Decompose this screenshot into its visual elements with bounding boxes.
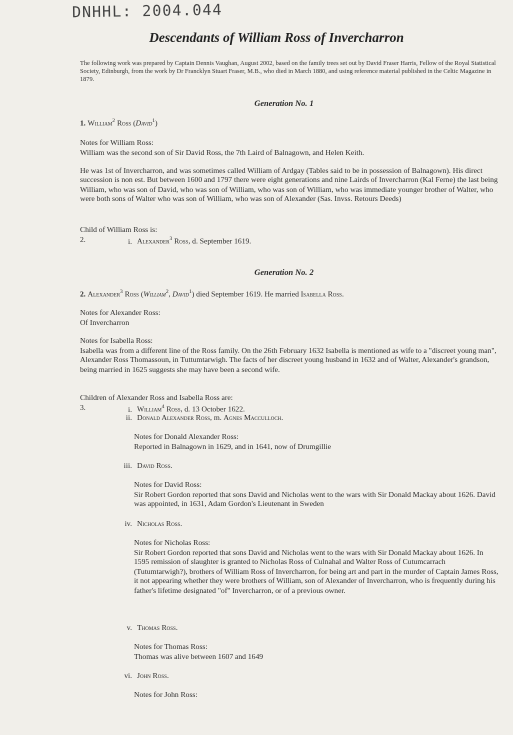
g2-children-number: 3. (80, 403, 86, 412)
child-john: vi. John Ross. (124, 671, 169, 680)
intro-paragraph: The following work was prepared by Captain Dennis Vaughan, August 2002, based on the family trees set out by David Fraser Harris, Fellow of the Royal Statistical Society, Edinburgh, from the work by Dr Francklyn Stuart Fraser, M.B., who died in March 1880, and using reference material published in the Celtic Magazine in 1879. (80, 60, 496, 83)
g1-notes-paragraph: He was 1st of Invercharron, and was sometimes called William of Ardgay (Tables said to be in possession of Balnagown). His direct succession is non est. But between 1600 and 1797 there were eight generations and nine Lairds of Invercharron (Kal Ferne) the last being William, who was son of David, who was son of William, who was son of William, who was immediate younger brother of Walter, who were both sons of Walter who was son of William, who was son of Alexander (Sas. Invss. Retours Deeds) (80, 166, 498, 204)
accession-stamp: DNHHL: 2004.044 (71, 0, 223, 22)
g1-entry-heading: 1. William$^2$ Ross (David$^1$) (80, 118, 158, 128)
g1-child: i. Alexander$^3$ Ross, d. September 1619. (127, 236, 252, 246)
child-donald: ii. Donald Alexander Ross, m. Agnes Macculloch. (125, 413, 284, 422)
david-notes-label: Notes for David Ross: (134, 480, 202, 489)
generation-1-heading: Generation No. 1 (254, 99, 314, 108)
donald-notes-text: Reported in Balnagown in 1629, and in 1641, now of Drumgillie (134, 442, 331, 451)
child-david: iii. David Ross. (123, 461, 173, 470)
g2-notes-a-label: Notes for Alexander Ross: (80, 308, 161, 317)
child-william: i. William$^4$ Ross, d. 13 October 1622. (127, 404, 245, 414)
child-thomas: v. Thomas Ross. (126, 623, 178, 632)
david-notes-text: Sir Robert Gordon reported that sons David and Nicholas went to the wars with Sir Donald Mackay about 1626. David was appointed, in 1631, Adam Gordon's Lieutenant in Sweden (134, 490, 496, 509)
child-nicholas: iv. Nicholas Ross. (124, 519, 183, 528)
nicholas-notes-label: Notes for Nicholas Ross: (134, 538, 211, 547)
g1-notes-label: Notes for William Ross: (80, 138, 154, 147)
document-title: Descendants of William Ross of Invercharron (149, 30, 404, 45)
g2-notes-a-text: Of Invercharron (80, 318, 130, 327)
john-notes-label: Notes for John Ross: (134, 690, 198, 699)
g1-notes-text: William was the second son of Sir David Ross, the 7th Laird of Balnagown, and Helen Keith. (80, 148, 365, 157)
g1-child-label: Child of William Ross is: (80, 225, 158, 234)
nicholas-notes-text: Sir Robert Gordon reported that sons David and Nicholas went to the wars with Sir Donald Mackay about 1626. In 1595 remission of slaughter is granted to Nicholas Ross of Culnahal and Walter Ross of Cutumcarrach (Tutumtarwigh?), brothers of William Ross of Invercharron, for being art and part in the murder of Captain James Ross, it not appearing whether they were brothers of William, son of Alexander of Invercharron, who is frequently during his father's lifetime designated "of" Invercharron, or of a previous owner. (134, 548, 499, 595)
generation-2-heading: Generation No. 2 (254, 268, 314, 277)
thomas-notes-label: Notes for Thomas Ross: (134, 642, 208, 651)
donald-notes-label: Notes for Donald Alexander Ross: (134, 432, 239, 441)
thomas-notes-text: Thomas was alive between 1607 and 1649 (134, 652, 264, 661)
g1-child-number: 2. (80, 235, 86, 244)
g2-entry-heading: 2. Alexander$^3$ Ross (William$^2$, David$^1$) died September 1619. He married Isabella Ross. (80, 289, 344, 299)
g2-notes-i-label: Notes for Isabella Ross: (80, 336, 153, 345)
g2-notes-i-text: Isabella was from a different line of the Ross family. On the 26th February 1632 Isabella is mentioned as wife to a "discreet young man", Alexander Ross Thomassoun, in Tuttumtarwigh. The facts of her discreet young husband in 1632 and of Walter, Alexander's grandson, being married in 1625 suggests she may have been a second wife. (80, 346, 497, 374)
g2-children-label: Children of Alexander Ross and Isabella Ross are: (80, 393, 233, 402)
